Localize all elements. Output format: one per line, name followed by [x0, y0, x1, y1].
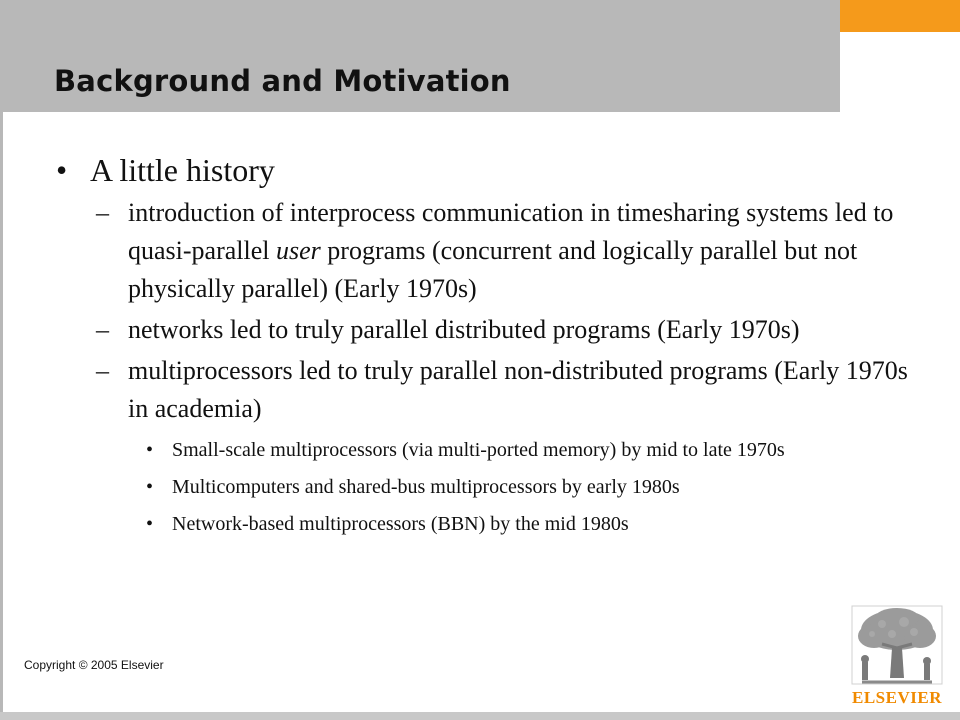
- sub-item: [56, 352, 916, 428]
- bullet-item: [56, 150, 916, 190]
- elsevier-tree-icon: [842, 604, 952, 688]
- bullet-icon: •: [146, 513, 154, 535]
- bottom-divider: [0, 712, 960, 720]
- slide-title: Background and Motivation: [54, 64, 511, 98]
- sub-item-text: networks led to truly parallel distributed programs (Early 1970s): [128, 315, 800, 344]
- sub-sub-item-text: Multicomputers and shared-bus multiprocessors by early 1980s: [172, 476, 680, 498]
- bullet-icon: •: [146, 439, 154, 461]
- bullet-icon: •: [146, 476, 154, 498]
- sub-sub-item-text: Network-based multiprocessors (BBN) by the mid 1980s: [172, 513, 629, 535]
- dash-icon: –: [96, 315, 109, 344]
- sub-item-text: introduction of interprocess communication in timesharing systems led to quasi-parallel user programs (concurrent and logically parallel but not physically parallel) (Early 1970s): [128, 198, 894, 303]
- sub-item-text: multiprocessors led to truly parallel non-distributed programs (Early 1970s in academia): [128, 356, 908, 423]
- left-divider: [0, 112, 3, 712]
- bullet-icon: •: [56, 152, 68, 188]
- accent-box: [840, 0, 960, 32]
- sub-sub-item: [56, 510, 916, 538]
- sub-sub-item: [56, 436, 916, 464]
- slide-content: [56, 150, 916, 538]
- sub-sub-item: [56, 473, 916, 501]
- dash-icon: –: [96, 198, 109, 227]
- emphasis-text: user: [276, 236, 321, 265]
- elsevier-logo: [842, 604, 952, 710]
- sub-sub-item-text: Small-scale multiprocessors (via multi-ported memory) by mid to late 1970s: [172, 439, 785, 461]
- sub-item: [56, 194, 916, 308]
- dash-icon: –: [96, 356, 109, 385]
- bullet-text: A little history: [90, 152, 275, 188]
- sub-item: [56, 311, 916, 349]
- copyright-text: Copyright © 2005 Elsevier: [24, 658, 164, 672]
- logo-wordmark: ELSEVIER: [852, 688, 942, 707]
